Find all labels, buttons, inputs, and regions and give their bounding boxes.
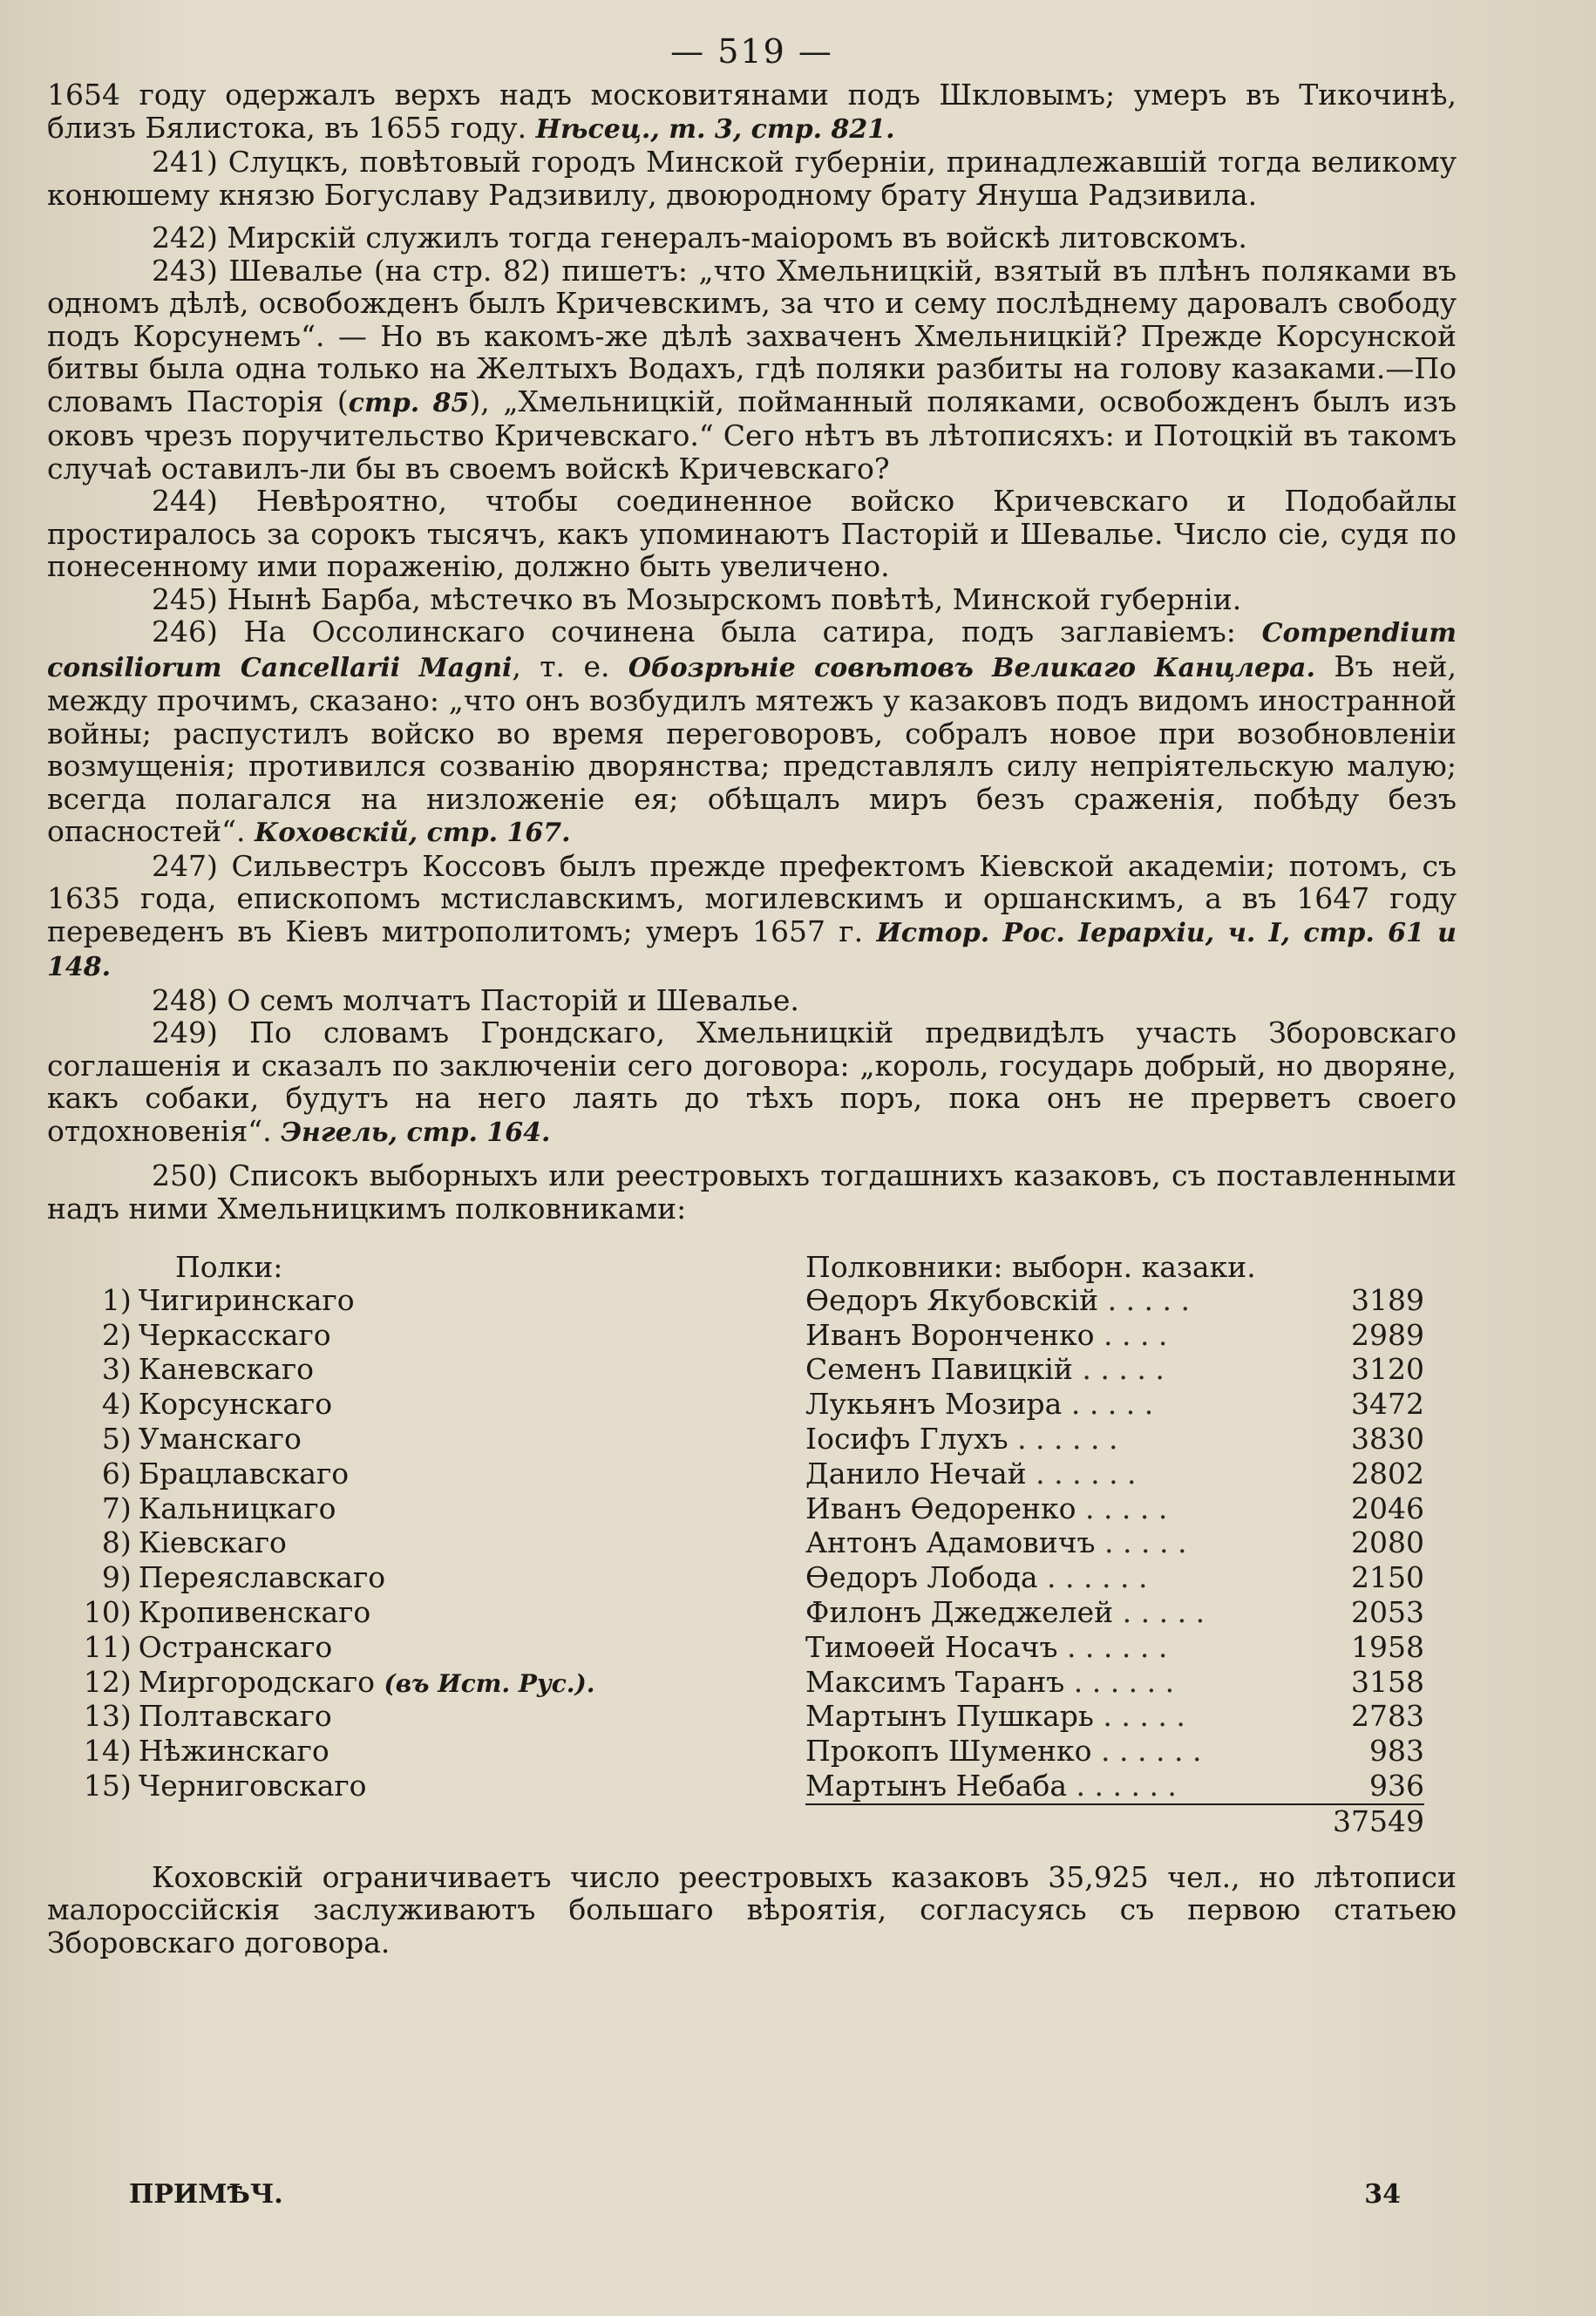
note-246: 246) На Оссолинскаго сочинена была сатира, подъ заглавіемъ: Compendium consiliorum Cancellarii Magni, т. е. Обозрѣніе совѣтовъ Великаго Канцлера. Въ ней, между прочимъ, сказано: „что онъ возбудилъ мятежъ у казаковъ подъ видомъ иностранной войны; распустилъ войско во время переговоровъ, собралъ новое при возобновленіи возмущенія; противился созванію дворянства; представлялъ силу непріятельскую малую; всегда полагался на низложеніе ея; обѣщалъ миръ безъ сраженія, побѣду безъ опасностей“. Коховскій, стр. 167.: [47, 615, 1457, 848]
row-number: 7): [101, 1491, 132, 1525]
leader-dots: . . . . .: [1072, 1352, 1165, 1387]
colonel-name: Семенъ Павицкій . . . . .: [805, 1352, 1165, 1387]
colonel-name: Лукьянъ Мозира . . . . .: [805, 1387, 1154, 1422]
table-row: [47, 1388, 1424, 1423]
table-row: [47, 1457, 1424, 1492]
cossack-count: 1958: [1351, 1629, 1424, 1664]
closing-paragraph: Коховскій ограничиваетъ число реестровыхъ казаковъ 35,925 чел., но лѣтописи малороссійскія заслуживаютъ большаго вѣроятія, согласуясь съ первою статьею Зборовскаго договора.: [47, 1859, 1457, 1959]
leader-dots: . . . . .: [1093, 1699, 1185, 1734]
regiment-name: Каневскаго: [138, 1352, 314, 1387]
colonel-name: Ѳедоръ Лобода . . . . . .: [805, 1560, 1148, 1595]
regiment-name: Уманскаго: [138, 1421, 302, 1456]
cossack-count: 3830: [1351, 1421, 1424, 1456]
note-244: 244) Невѣроятно, чтобы соединенное войско Кричевскаго и Подобайлы простиралось за сорокъ тысячъ, какъ упоминаютъ Пасторій и Шевалье. Число сіе, судя по понесенному ими пораженію, должно быть увеличено.: [47, 484, 1457, 583]
cossack-count: 936: [1369, 1768, 1424, 1803]
leader-dots: . . . . .: [1113, 1594, 1205, 1629]
regiment-name: Кіевскаго: [138, 1525, 287, 1560]
regiment-name: Брацлавскаго: [138, 1456, 350, 1491]
table-row: [47, 1284, 1424, 1319]
row-number: 4): [101, 1387, 132, 1422]
regiment-name: Корсунскаго: [138, 1387, 333, 1422]
regiment-name: Нѣжинскаго: [138, 1734, 329, 1769]
cossack-count: 2802: [1351, 1456, 1424, 1491]
cossack-count: 2989: [1351, 1317, 1424, 1352]
leader-dots: . . . . . .: [1057, 1629, 1168, 1664]
colonel-name: Иванъ Воронченко . . . .: [805, 1317, 1168, 1352]
colonel-name: Данило Нечай . . . . . .: [805, 1456, 1137, 1491]
reference: Нѣсец., т. 3, стр. 821.: [535, 113, 895, 145]
row-number: 6): [101, 1456, 132, 1491]
table-row: [47, 1423, 1424, 1457]
regiment-name: Черкасскаго: [138, 1317, 331, 1352]
cossack-count: 983: [1369, 1734, 1424, 1769]
header-colonels: Полковники: выборн. казаки.: [805, 1250, 1256, 1284]
regiment-name: Чигиринскаго: [138, 1282, 355, 1317]
translation-title: Обозрѣніе совѣтовъ Великаго Канцлера.: [628, 652, 1315, 683]
leader-dots: . . . . .: [1095, 1525, 1187, 1560]
regiment-name: Черниговскаго: [138, 1768, 367, 1803]
row-number: 5): [101, 1421, 132, 1456]
table-row: [47, 1526, 1424, 1561]
colonel-name: Мартынъ Небаба . . . . . .: [805, 1768, 1177, 1803]
regiment-name: Полтавскаго: [138, 1699, 332, 1734]
note-247: 247) Сильвестръ Коссовъ былъ прежде префектомъ Кіевской академіи; потомъ, съ 1635 года, епископомъ мстиславскимъ, могилевскимъ и оршанскимъ, а въ 1647 году переведенъ въ Кіевъ митрополитомъ; умеръ 1657 г. Истор. Рос. Іерархіи, ч. I, стр. 61 и 148.: [47, 848, 1457, 982]
colonel-name: Антонъ Адамовичъ . . . . .: [805, 1525, 1187, 1560]
colonel-name: Иванъ Ѳедоренко . . . . .: [805, 1491, 1168, 1525]
note-250: 250) Списокъ выборныхъ или реестровыхъ тогдашнихъ казаковъ, съ поставленными надъ ними Хмельницкимъ полковниками:: [47, 1158, 1457, 1226]
latin-title: Compendium consiliorum Cancellarii Magni: [47, 618, 1457, 683]
colonel-name: Филонъ Джеджелей . . . . .: [805, 1594, 1205, 1629]
colonel-name: Максимъ Таранъ . . . . . .: [805, 1664, 1175, 1699]
cossack-count: 2046: [1351, 1491, 1424, 1525]
reference: Энгель, стр. 164.: [281, 1117, 551, 1148]
reference: Истор. Рос. Іерархіи, ч. I, стр. 61 и 148.: [47, 917, 1457, 982]
leader-dots: . . . . . .: [1008, 1421, 1118, 1456]
cossack-count: 2080: [1351, 1525, 1424, 1560]
row-number: 3): [101, 1352, 132, 1387]
leader-dots: . . . . . .: [1091, 1734, 1202, 1769]
regiment-name: Кропивенскаго: [138, 1594, 371, 1629]
table-row: [47, 1700, 1424, 1735]
row-number: 12): [83, 1664, 132, 1699]
row-number: 14): [83, 1734, 132, 1769]
leader-dots: . . . . .: [1098, 1282, 1190, 1317]
regiments-table: [47, 1251, 1424, 1838]
leader-dots: . . . .: [1094, 1317, 1168, 1352]
total-count: 37549: [1333, 1803, 1424, 1838]
paragraph-240-end: 1654 году одержалъ верхъ надъ московитянами подъ Шкловымъ; умеръ въ Тикочинѣ, близъ Бялистока, въ 1655 году. Нѣсец., т. 3, стр. 821.: [47, 78, 1457, 145]
note-249: 249) По словамъ Грондскаго, Хмельницкій предвидѣлъ участь Зборовскаго соглашенія и сказалъ по заключеніи сего договора: „король, государь добрый, но дворяне, какъ собаки, будутъ на него лаять до тѣхъ поръ, пока онъ не прерветъ своего отдохновенія“. Энгель, стр. 164.: [47, 1015, 1457, 1148]
leader-dots: . . . . . .: [1064, 1664, 1175, 1699]
header-regiments: Полки:: [175, 1250, 283, 1284]
footer-signature: ПРИМѢЧ.: [129, 2179, 283, 2210]
row-number: 2): [101, 1317, 132, 1352]
note-245: 245) Нынѣ Барба, мѣстечко въ Мозырскомъ повѣтѣ, Минской губерніи.: [152, 581, 1242, 616]
regiment-name: Переяславскаго: [138, 1560, 386, 1595]
row-number: 9): [101, 1560, 132, 1595]
footer: [129, 2179, 1401, 2210]
regiment-note: (въ Ист. Рус.).: [384, 1668, 595, 1698]
colonel-name: Іосифъ Глухъ . . . . . .: [805, 1421, 1118, 1456]
table-row: [47, 1735, 1424, 1769]
row-number: 11): [83, 1629, 132, 1664]
cossack-count: 2053: [1351, 1594, 1424, 1629]
table-row: [47, 1353, 1424, 1388]
row-number: 1): [101, 1282, 132, 1317]
row-number: 10): [83, 1594, 132, 1629]
cossack-count: 3158: [1351, 1664, 1424, 1699]
total-row: [47, 1804, 1424, 1838]
page-number: — 519 —: [670, 32, 833, 71]
table-row: [47, 1561, 1424, 1596]
row-number: 15): [83, 1768, 132, 1803]
cossack-count: 3189: [1351, 1282, 1424, 1317]
table-row: [47, 1492, 1424, 1527]
colonel-name: Прокопъ Шуменко . . . . . .: [805, 1734, 1202, 1769]
table-row: [47, 1596, 1424, 1631]
colonel-name: Мартынъ Пушкарь . . . . .: [805, 1699, 1185, 1734]
note-248: 248) О семъ молчатъ Пасторій и Шевалье.: [152, 982, 799, 1017]
table-header-row: [47, 1251, 1424, 1284]
leader-dots: . . . . .: [1062, 1387, 1154, 1422]
footer-sheet-number: 34: [1364, 2179, 1401, 2210]
colonel-name: Тимоѳей Носачъ . . . . . .: [805, 1629, 1168, 1664]
leader-dots: . . . . . .: [1026, 1456, 1137, 1491]
table-row: [47, 1769, 1424, 1804]
regiment-name: Миргородскаго (въ Ист. Рус.).: [138, 1664, 595, 1699]
cossack-count: 3120: [1351, 1352, 1424, 1387]
table-row: [47, 1666, 1424, 1701]
note-243: 243) Шевалье (на стр. 82) пишетъ: „что Хмельницкій, взятый въ плѣнъ поляками въ одномъ дѣлѣ, освобожденъ былъ Кричевскимъ, за что и сему послѣднему даровалъ свободу подъ Корсунемъ“. — Но въ какомъ-же дѣлѣ захваченъ Хмельницкій? Прежде Корсунской битвы была одна только на Желтыхъ Водахъ, гдѣ поляки разбиты на голову казаками.—По словамъ Пасторія (стр. 85), „Хмельницкій, пойманный поляками, освобожденъ былъ изъ оковъ чрезъ поручительство Кричевскаго.“ Сего нѣтъ въ лѣтописяхъ: и Потоцкій въ такомъ случаѣ оставилъ-ли бы въ своемъ войскѣ Кричевскаго?: [47, 253, 1457, 486]
row-number: 8): [101, 1525, 132, 1560]
note-241: 241) Слуцкъ, повѣтовый городъ Минской губерніи, принадлежавшій тогда великому конюшему князю Богуславу Радзивилу, двоюродному брату Януша Радзивила.: [47, 145, 1457, 212]
regiment-name: Остранскаго: [138, 1629, 333, 1664]
note-242: 242) Мирскій служилъ тогда генералъ-маіоромъ въ войскѣ литовскомъ.: [152, 221, 1247, 255]
row-number: 13): [83, 1699, 132, 1734]
cossack-count: 2150: [1351, 1560, 1424, 1595]
regiment-name: Кальницкаго: [138, 1491, 336, 1525]
cossack-count: 3472: [1351, 1387, 1424, 1422]
leader-dots: . . . . . .: [1067, 1768, 1177, 1803]
reference: Коховскій, стр. 167.: [255, 818, 571, 848]
leader-dots: . . . . . .: [1037, 1560, 1148, 1595]
colonel-name: Ѳедоръ Якубовскій . . . . .: [805, 1282, 1190, 1317]
reference: стр. 85: [348, 387, 470, 418]
cossack-count: 2783: [1351, 1699, 1424, 1734]
table-row: [47, 1319, 1424, 1354]
leader-dots: . . . . .: [1076, 1491, 1168, 1525]
table-row: [47, 1631, 1424, 1666]
